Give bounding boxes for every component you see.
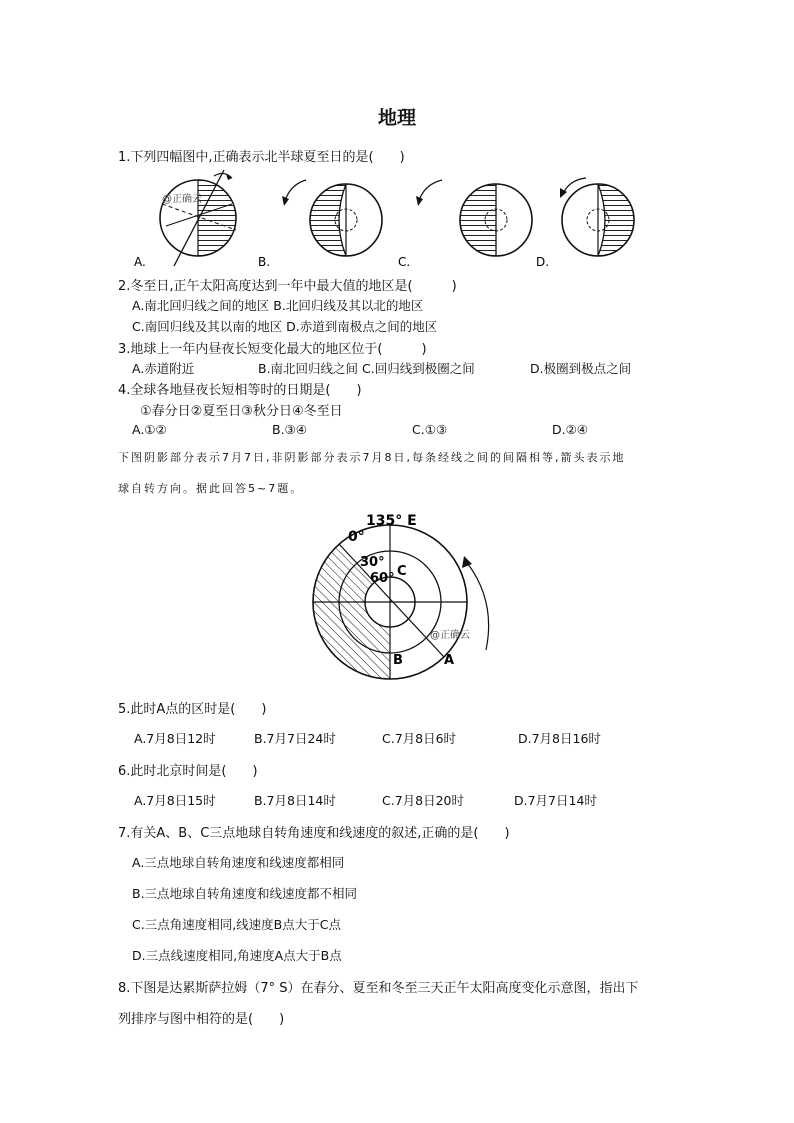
q8-line1: 8.下图是达累斯萨拉姆（7° S）在春分、夏至和冬至三天正午太阳高度变化示意图，指出下: [118, 981, 639, 996]
q5-option-b: B.7月7日24时: [254, 731, 336, 746]
q4-option-d: D.②④: [552, 422, 589, 437]
page-title: 地理: [377, 107, 416, 129]
label-135e: 135° E: [366, 513, 417, 529]
figure-d: [560, 178, 634, 256]
figure-b: [282, 180, 382, 256]
q1-label-b: B.: [258, 255, 271, 269]
q5-option-d: D.7月8日16时: [518, 731, 601, 746]
label-0-degree: 0°: [348, 529, 365, 545]
q4-stem: 4.全球各地昼夜长短相等时的日期是( ): [118, 383, 362, 398]
q3-option-a: A.赤道附近: [132, 361, 195, 376]
q1-label-a: A.: [134, 255, 146, 269]
q3-option-bc: B.南北回归线之间 C.回归线到极圈之间: [258, 361, 475, 376]
q7-option-c: C.三点角速度相同,线速度B点大于C点: [132, 917, 341, 932]
q7-option-a: A.三点地球自转角速度和线速度都相同: [132, 855, 345, 870]
q4-option-c: C.①③: [412, 422, 448, 437]
q3-option-d: D.极圈到极点之间: [530, 361, 632, 376]
q1-figures: [118, 168, 678, 272]
q7-stem: 7.有关A、B、C三点地球自转角速度和线速度的叙述,正确的是( ): [118, 826, 510, 841]
q1-label-c: C.: [398, 255, 411, 269]
q6-option-b: B.7月8日14时: [254, 793, 336, 808]
q4-option-a: A.①②: [132, 422, 167, 437]
q6-option-a: A.7月8日15时: [134, 793, 216, 808]
q6-stem: 6.此时北京时间是( ): [118, 764, 258, 779]
q8-line2: 列排序与图中相符的是( ): [118, 1012, 285, 1027]
q5-stem: 5.此时A点的区时是( ): [118, 702, 267, 717]
label-c: C: [397, 564, 407, 579]
q4-option-b: B.③④: [272, 422, 307, 437]
q3-stem: 3.地球上一年内昼夜长短变化最大的地区位于( ): [118, 342, 427, 357]
q7-option-b: B.三点地球自转角速度和线速度都不相同: [132, 886, 358, 901]
figure-a: [160, 170, 238, 266]
label-60-degree: 60°: [370, 571, 395, 586]
q6-option-c: C.7月8日20时: [382, 793, 465, 808]
q2-line2: C.南回归线及其以南的地区 D.赤道到南极点之间的地区: [132, 319, 438, 334]
q2-stem: 2.冬至日,正午太阳高度达到一年中最大值的地区是( ): [118, 279, 457, 294]
q2-line1: A.南北回归线之间的地区 B.北回归线及其以北的地区: [132, 298, 424, 313]
label-30-degree: 30°: [360, 555, 385, 570]
intro-line2: 球自转方向。据此回答5~7题。: [118, 482, 304, 495]
intro-line1: 下图阴影部分表示7月7日,非阴影部分表示7月8日,每条经线之间的间隔相等,箭头表示地: [118, 451, 626, 464]
polar-watermark: @正确云: [430, 630, 470, 641]
polar-figure: [300, 504, 500, 680]
q4-items: ①春分日②夏至日③秋分日④冬至日: [140, 404, 343, 419]
label-b: B: [393, 653, 403, 668]
q5-option-a: A.7月8日12时: [134, 731, 216, 746]
q7-option-d: D.三点线速度相同,角速度A点大于B点: [132, 948, 342, 963]
q6-option-d: D.7月7日14时: [514, 793, 597, 808]
q1-label-d: D.: [536, 255, 550, 269]
q5-option-c: C.7月8日6时: [382, 731, 457, 746]
q1-watermark: @正确云: [162, 194, 202, 205]
q1-stem: 1.下列四幅图中,正确表示北半球夏至日的是( ): [118, 150, 405, 165]
label-a: A: [444, 653, 455, 668]
figure-c: [416, 180, 532, 256]
